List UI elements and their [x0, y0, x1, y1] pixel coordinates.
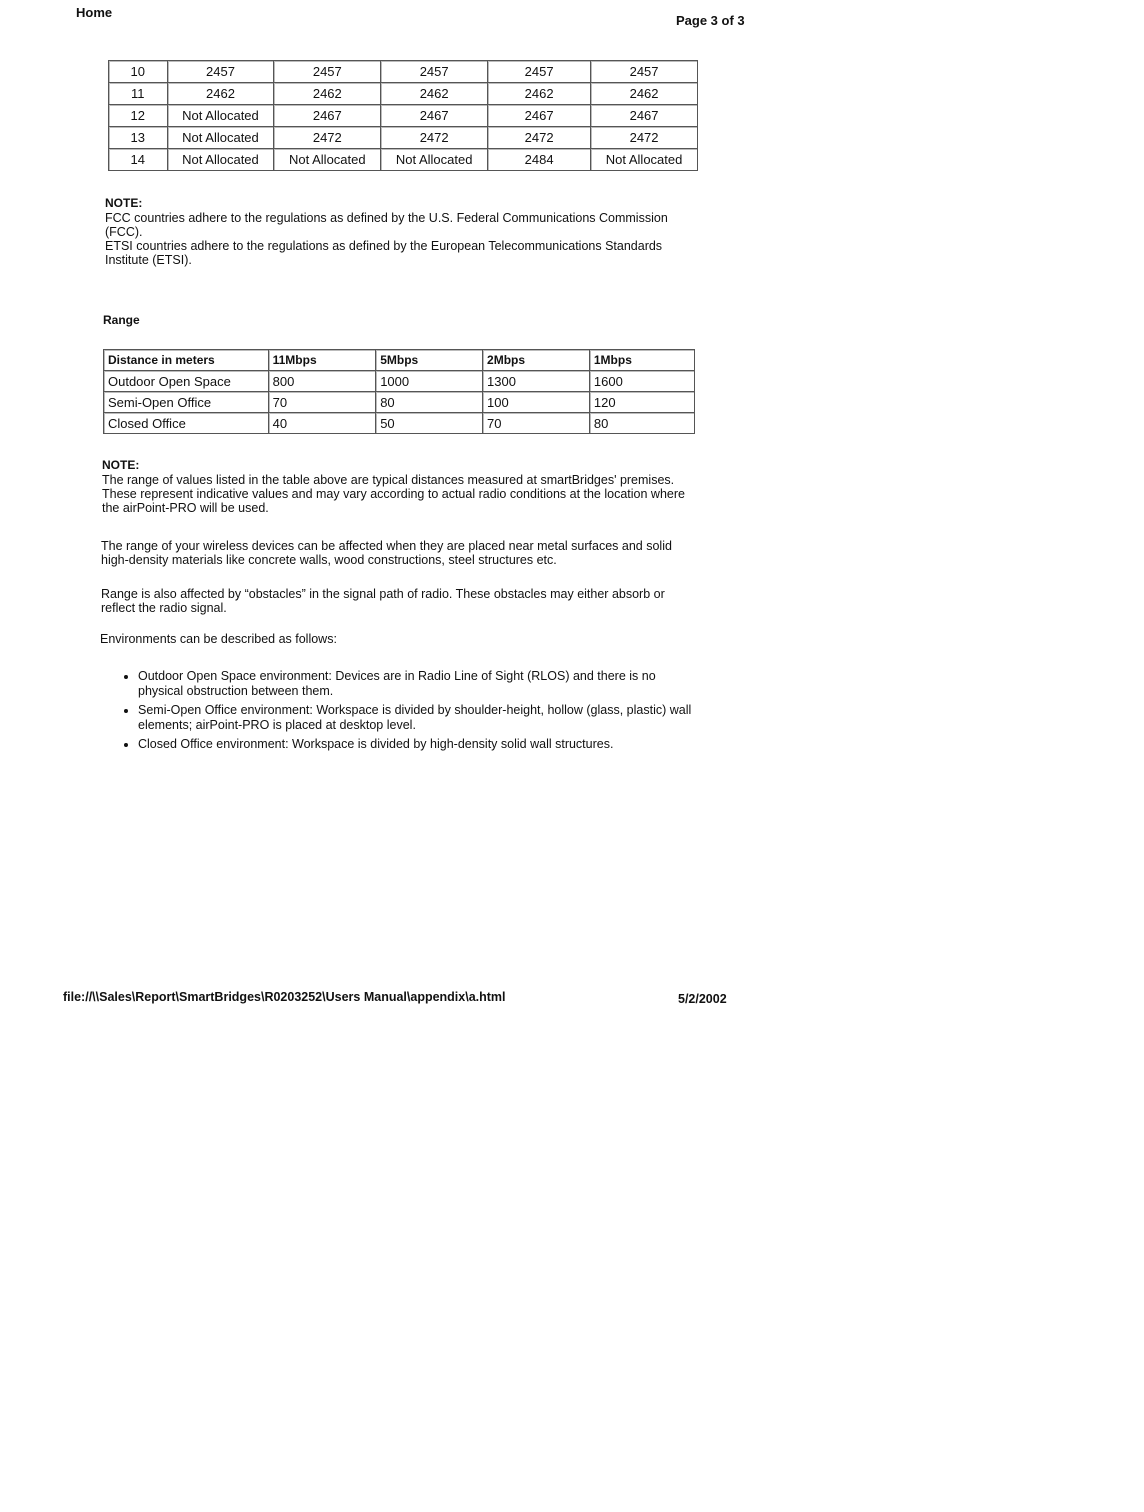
- distance-cell: 1300: [483, 371, 590, 392]
- frequency-cell: Not Allocated: [274, 149, 381, 171]
- file-path: file://\\Sales\Report\SmartBridges\R0203252\Users Manual\appendix\a.html: [63, 990, 506, 1004]
- environment-cell: Closed Office: [104, 413, 269, 434]
- frequency-cell: Not Allocated: [381, 149, 488, 171]
- distance-cell: 80: [589, 413, 694, 434]
- environment-cell: Outdoor Open Space: [104, 371, 269, 392]
- distance-cell: 50: [376, 413, 483, 434]
- distance-cell: 1000: [376, 371, 483, 392]
- channel-number-cell: 12: [109, 105, 168, 127]
- range-heading: Range: [103, 313, 140, 327]
- frequency-cell: 2467: [381, 105, 488, 127]
- frequency-cell: 2467: [488, 105, 591, 127]
- table-row: [109, 61, 698, 83]
- frequency-cell: 2472: [488, 127, 591, 149]
- distance-cell: 70: [483, 413, 590, 434]
- environments-intro: Environments can be described as follows:: [100, 632, 337, 646]
- distance-cell: 80: [376, 392, 483, 413]
- frequency-cell: 2472: [591, 127, 698, 149]
- environments-list: [100, 669, 698, 756]
- distance-cell: 120: [589, 392, 694, 413]
- environment-cell: Semi-Open Office: [104, 392, 269, 413]
- frequency-cell: 2472: [381, 127, 488, 149]
- interference-paragraph: The range of your wireless devices can be affected when they are placed near metal surfaces and solid high-density materials like concrete walls, wood constructions, steel structures etc.: [101, 539, 672, 567]
- table-row: [104, 371, 695, 392]
- frequency-cell: 2457: [167, 61, 274, 83]
- frequency-cell: Not Allocated: [167, 105, 274, 127]
- etsi-note: ETSI countries adhere to the regulations as defined by the European Telecommunications Standards Institute (ETSI).: [105, 239, 663, 267]
- channel-number-cell: 11: [109, 83, 168, 105]
- frequency-cell: Not Allocated: [591, 149, 698, 171]
- frequency-cell: Not Allocated: [167, 127, 274, 149]
- distance-cell: 1600: [589, 371, 694, 392]
- distance-cell: 800: [268, 371, 376, 392]
- channel-number-cell: 10: [109, 61, 168, 83]
- frequency-cell: 2484: [488, 149, 591, 171]
- table-row: [109, 127, 698, 149]
- table-row: [109, 105, 698, 127]
- distance-cell: 40: [268, 413, 376, 434]
- table-row: [104, 392, 695, 413]
- frequency-cell: 2457: [591, 61, 698, 83]
- fcc-note: FCC countries adhere to the regulations as defined by the U.S. Federal Communications Commission (FCC).: [105, 211, 668, 239]
- column-header: 5Mbps: [376, 350, 483, 371]
- print-date: 5/2/2002: [678, 992, 727, 1006]
- list-item: • Outdoor Open Space environment: Devices are in Radio Line of Sight (RLOS) and there is no physical obstruction between them.: [138, 669, 698, 699]
- frequency-cell: 2462: [274, 83, 381, 105]
- distance-cell: 70: [268, 392, 376, 413]
- column-header: 1Mbps: [589, 350, 694, 371]
- frequency-cell: 2467: [274, 105, 381, 127]
- frequency-cell: 2457: [488, 61, 591, 83]
- table-row: [104, 413, 695, 434]
- page-indicator: Page 3 of 3: [676, 13, 745, 28]
- note-label: NOTE:: [102, 458, 140, 472]
- frequency-cell: 2467: [591, 105, 698, 127]
- list-item: • Closed Office environment: Workspace is divided by high-density solid wall structures.: [138, 737, 698, 752]
- frequency-cell: 2462: [381, 83, 488, 105]
- range-note-paragraph: The range of values listed in the table above are typical distances measured at smartBridges' premises. These represent indicative values and may vary according to actual radio conditions at the location where the airPoint-PRO will be used.: [102, 473, 685, 515]
- note-label: NOTE:: [105, 196, 143, 210]
- frequency-cell: 2462: [591, 83, 698, 105]
- frequency-cell: 2462: [167, 83, 274, 105]
- channel-number-cell: 14: [109, 149, 168, 171]
- obstacles-paragraph: Range is also affected by “obstacles” in the signal path of radio. These obstacles may either absorb or reflect the radio signal.: [101, 587, 665, 615]
- frequency-cell: 2457: [381, 61, 488, 83]
- distance-cell: 100: [483, 392, 590, 413]
- column-header: 2Mbps: [483, 350, 590, 371]
- frequency-cell: 2472: [274, 127, 381, 149]
- table-row: [109, 149, 698, 171]
- table-row: [109, 83, 698, 105]
- column-header: 11Mbps: [268, 350, 376, 371]
- frequency-cell: 2457: [274, 61, 381, 83]
- frequency-cell: Not Allocated: [167, 149, 274, 171]
- frequency-cell: 2462: [488, 83, 591, 105]
- list-item: • Semi-Open Office environment: Workspace is divided by shoulder-height, hollow (glass, plastic) wall elements; airPoint-PRO is placed at desktop level.: [138, 703, 698, 733]
- table-header-row: [104, 350, 695, 371]
- channel-number-cell: 13: [109, 127, 168, 149]
- home-link[interactable]: Home: [76, 5, 113, 20]
- channel-table: [108, 60, 698, 171]
- range-table: [103, 349, 695, 434]
- column-header: Distance in meters: [104, 350, 269, 371]
